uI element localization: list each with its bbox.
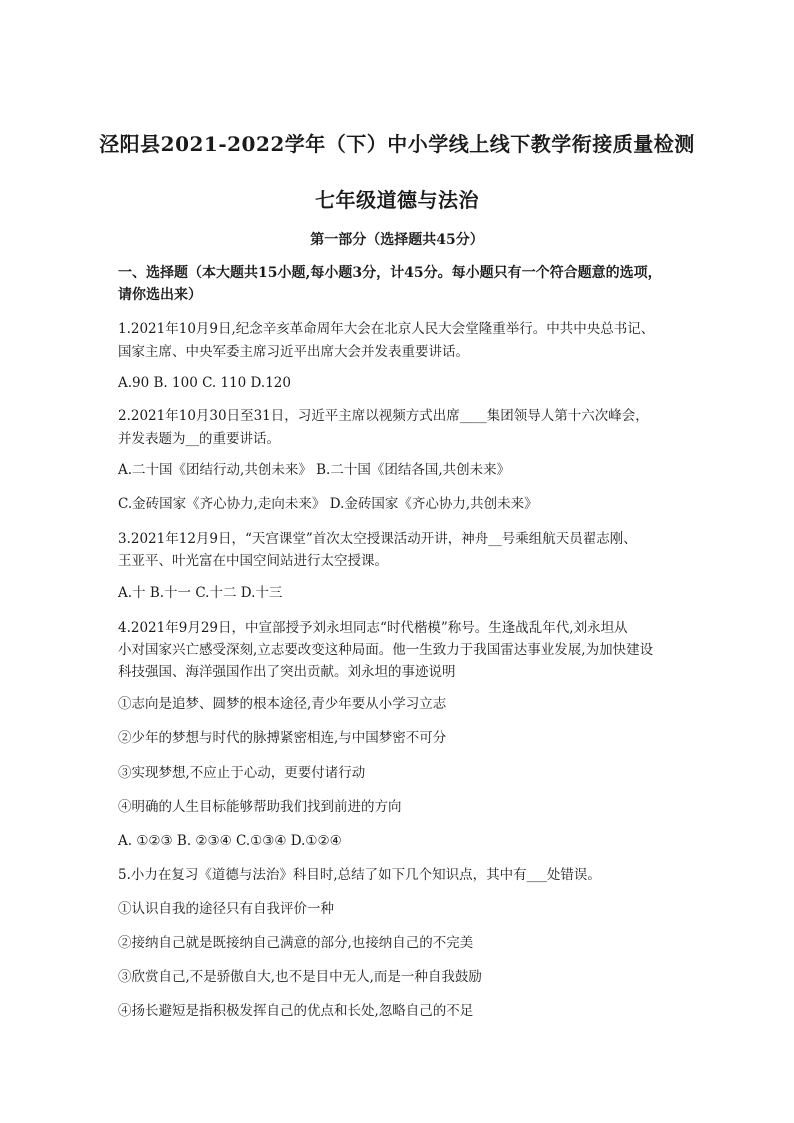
exam-title: 泾阳县2021-2022学年（下）中小学线上线下教学衔接质量检测 <box>99 132 695 156</box>
instructions-line: 请你选出来） <box>118 287 202 303</box>
exam-subtitle: 七年级道德与法治 <box>315 188 479 212</box>
question-4-item: ②少年的梦想与时代的脉搏紧密相连,与中国梦密不可分 <box>118 730 447 746</box>
question-4-item: ③实现梦想,不应止于心动，更要付诸行动 <box>118 765 366 781</box>
question-5-item: ①认识自我的途径只有自我评价一种 <box>118 901 334 917</box>
question-2-stem: 并发表题为__的重要讲话。 <box>118 431 280 447</box>
question-2-stem: 2.2021年10月30日至31日，习近平主席以视频方式出席____集团领导人第十六次峰会， <box>118 408 649 424</box>
question-1-stem: 1.2021年10月9日,纪念辛亥革命周年大会在北京人民大会堂隆重举行。中共中央总书记、 <box>118 321 655 337</box>
question-3-stem: 王亚平、叶光富在中国空间站进行太空授课。 <box>118 553 388 569</box>
question-4-options: A. ①②③ B. ②③④ C.①③④ D.①②④ <box>118 833 342 849</box>
question-4-item: ①志向是追梦、圆梦的根本途径,青少年要从小学习立志 <box>118 696 447 712</box>
question-1-stem: 国家主席、中央军委主席习近平出席大会并发表重要讲话。 <box>118 344 469 360</box>
instructions-line: 一、选择题（本大题共15小题,每小题3分，计45分。每小题只有一个符合题意的选项， <box>118 265 662 281</box>
section-heading: 第一部分（选择题共45分） <box>310 232 484 248</box>
question-5-stem: 5.小力在复习《道德与法治》科目时,总结了如下几个知识点，其中有___处错误。 <box>118 867 601 883</box>
question-5-item: ②接纳自己就是既接纳自己满意的部分,也接纳自己的不完美 <box>118 935 474 951</box>
question-4-stem: 科技强国、海洋强国作出了突出贡献。刘永坦的事迹说明 <box>118 664 456 680</box>
question-3-stem: 3.2021年12月9日，“天宫课堂”首次太空授课活动开讲，神舟__号乘组航天员翟志刚、 <box>118 531 637 547</box>
question-2-options: C.金砖国家《齐心协力,走向未来》 D.金砖国家《齐心协力,共创未来》 <box>118 496 538 512</box>
question-4-stem: 小对国家兴亡感受深刻,立志要改变这种局面。他一生致力于我国雷达事业发展,为加快建设 <box>118 642 654 658</box>
question-4-stem: 4.2021年9月29日，中宣部授予刘永坦同志“时代楷模”称号。生逢战乱年代,刘永坦从 <box>118 620 628 636</box>
question-1-options: A.90 B. 100 C. 110 D.120 <box>118 375 291 391</box>
question-2-options: A.二十国《团结行动,共创未来》 B.二十国《团结各国,共创未来》 <box>118 462 511 478</box>
instructions <box>118 262 688 306</box>
question-5-item: ③欣赏自己,不是骄傲自大,也不是目中无人,而是一种自我鼓励 <box>118 969 482 985</box>
question-4-item: ④明确的人生目标能够帮助我们找到前进的方向 <box>118 799 402 815</box>
question-3-options: A.十 B.十一 C.十二 D.十三 <box>118 585 283 601</box>
question-5-item: ④扬长避短是指积极发挥自己的优点和长处,忽略自己的不足 <box>118 1003 474 1019</box>
